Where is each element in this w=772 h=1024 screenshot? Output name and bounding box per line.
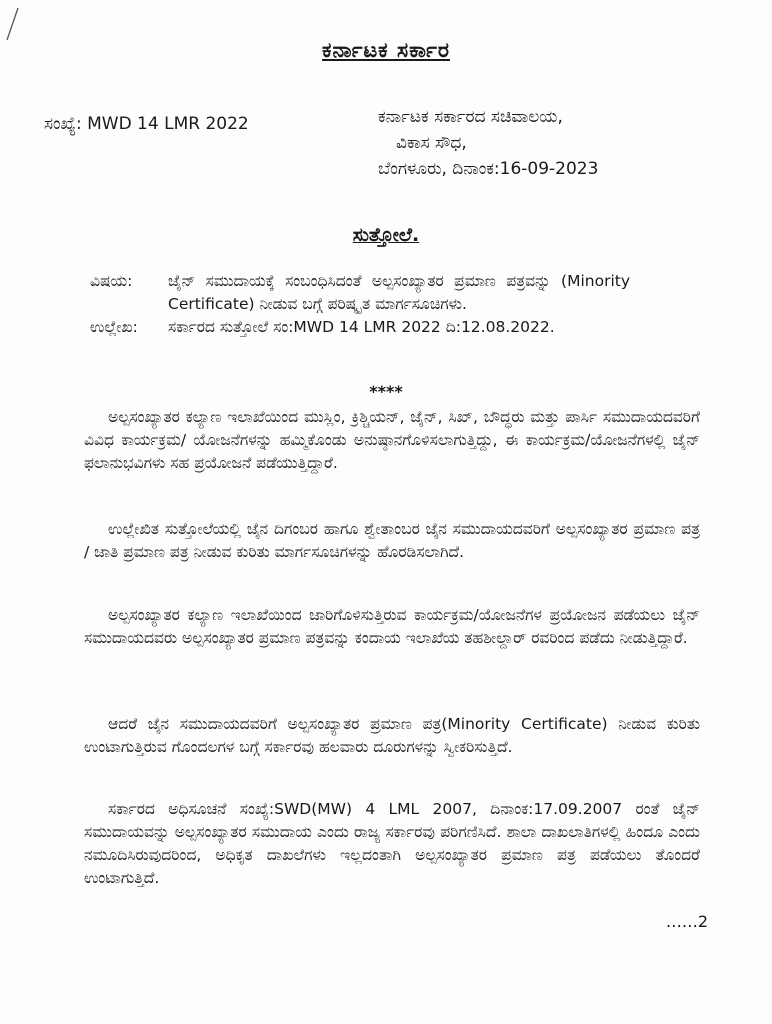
paragraph-text: ಅಲ್ಪಸಂಖ್ಯಾತರ ಕಲ್ಯಾಣ ಇಲಾಖೆಯಿಂದ ಮುಸ್ಲಿಂ, ಕ್ರಿಶ್ಚಿಯನ್, ಜೈನ್, ಸಿಖ್, ಬೌದ್ಧರು ಮತ್ತು ಪಾರ್ಸಿ ಸಮುದಾಯದವರಿಗೆ ವಿವಿಧ ಕಾರ್ಯಕ್ರಮ/ ಯೋಜನೆಗಳನ್ನು ಹಮ್ಮಿಕೊಂಡು ಅನುಷ್ಠಾನಗೊಳಿಸಲಾಗುತ್ತಿದ್ದು, ಈ ಕಾರ್ಯಕ್ರಮ/ಯೋಜನೆಗಳಲ್ಲಿ ಜೈನ್ ಫಲಾನುಭವಿಗಳು ಸಹ ಪ್ರಯೋಜನೆ ಪಡೆಯುತ್ತಿದ್ದಾರೆ. [84, 408, 700, 472]
subject-text: ಜೈನ್ ಸಮುದಾಯಕ್ಕೆ ಸಂಬಂಧಿಸಿದಂತೆ ಅಲ್ಪಸಂಖ್ಯಾತರ ಪ್ರಮಾಣ ಪತ್ರವನ್ನು (Minority Certificate) ನೀಡುವ ಬಗ್ಗೆ ಪರಿಷ್ಕೃತ ಮಾರ್ಗಸೂಚಿಗಳು. [168, 272, 630, 313]
subject-label: ವಿಷಯ: [90, 272, 133, 290]
body-paragraph [84, 604, 700, 650]
address-line-building: ವಿಕಾಸ ಸೌಧ, [396, 133, 467, 153]
paragraph-text: ಆದರೆ ಜೈನ ಸಮುದಾಯದವರಿಗೆ ಅಲ್ಪಸಂಖ್ಯಾತರ ಪ್ರಮಾಣ ಪತ್ರ(Minority Certificate) ನೀಡುವ ಕುರಿತು ಉಂಟಾಗುತ್ತಿರುವ ಗೊಂದಲಗಳ ಬಗ್ಗೆ ಸರ್ಕಾರವು ಹಲವಾರು ದೂರುಗಳನ್ನು ಸ್ವೀಕರಿಸುತ್ತಿದೆ. [84, 715, 700, 756]
body-paragraph [84, 713, 700, 759]
body-paragraph [84, 518, 700, 564]
reference-label: ಉಲ್ಲೇಖ: [90, 318, 138, 336]
government-header-title: ಕರ್ನಾಟಕ ಸರ್ಕಾರ [322, 38, 450, 62]
paragraph-text: ಅಲ್ಪಸಂಖ್ಯಾತರ ಕಲ್ಯಾಣ ಇಲಾಖೆಯಿಂದ ಜಾರಿಗೊಳಿಸುತ್ತಿರುವ ಕಾರ್ಯಕ್ರಮ/ಯೋಜನೆಗಳ ಪ್ರಯೋಜನ ಪಡೆಯಲು ಜೈನ್ ಸಮುದಾಯದವರು ಅಲ್ಪಸಂಖ್ಯಾತರ ಪ್ರಮಾಣ ಪತ್ರವನ್ನು ಕಂದಾಯ ಇಲಾಖೆಯ ತಹಶೀಲ್ದಾರ್ ರವರಿಂದ ಪಡೆದು ನೀಡುತ್ತಿದ್ದಾರೆ. [84, 606, 700, 647]
section-separator: **** [369, 382, 403, 401]
address-line-secretariat: ಕರ್ನಾಟಕ ಸರ್ಕಾರದ ಸಚಿವಾಲಯ, [378, 107, 563, 127]
body-paragraph [84, 798, 700, 890]
paragraph-text: ಉಲ್ಲೇಖಿತ ಸುತ್ತೋಲೆಯಲ್ಲಿ ಜೈನ ದಿಗಂಬರ ಹಾಗೂ ಶ್ವೇತಾಂಬರ ಜೈನ ಸಮುದಾಯದವರಿಗೆ ಅಲ್ಪಸಂಖ್ಯಾತರ ಪ್ರಮಾಣ ಪತ್ರ / ಜಾತಿ ಪ್ರಮಾಣ ಪತ್ರ ನೀಡುವ ಕುರಿತು ಮಾರ್ಗಸೂಚಿಗಳನ್ನು ಹೊರಡಿಸಲಾಗಿದೆ. [84, 520, 700, 561]
address-line-city-date: ಬೆಂಗಳೂರು, ದಿನಾಂಕ:16-09-2023 [378, 159, 599, 179]
reference-text: ಸರ್ಕಾರದ ಸುತ್ತೋಲೆ ಸಂ:MWD 14 LMR 2022 ದಿ:12.08.2022. [168, 318, 555, 336]
order-reference-number: ಸಂಖ್ಯೆ: MWD 14 LMR 2022 [44, 114, 249, 134]
body-paragraph [84, 406, 700, 475]
page-continuation-marker: ……2 [665, 912, 708, 931]
subject-row [90, 270, 630, 316]
circular-heading: ಸುತ್ತೋಲೆ. [352, 224, 420, 246]
subject-reference-block [90, 270, 630, 339]
office-address-block [378, 104, 598, 182]
reference-row [90, 316, 630, 339]
paragraph-text: ಸರ್ಕಾರದ ಅಧಿಸೂಚನೆ ಸಂಖ್ಯೆ:SWD(MW) 4 LML 2007, ದಿನಾಂಕ:17.09.2007 ರಂತೆ ಜೈನ್ ಸಮುದಾಯವನ್ನು ಅಲ್ಪಸಂಖ್ಯಾತರ ಸಮುದಾಯ ಎಂದು ರಾಜ್ಯ ಸರ್ಕಾರವು ಪರಿಗಣಿಸಿದೆ. ಶಾಲಾ ದಾಖಲಾತಿಗಳಲ್ಲಿ ಹಿಂದೂ ಎಂದು ನಮೂದಿಸಿರುವುದರಿಂದ, ಅಧಿಕೃತ ದಾಖಲೆಗಳು ಇಲ್ಲದಂತಾಗಿ ಅಲ್ಪಸಂಖ್ಯಾತರ ಪ್ರಮಾಣ ಪತ್ರ ಪಡೆಯಲು ತೊಂದರೆ ಉಂಟಾಗುತ್ತಿದೆ. [84, 800, 700, 887]
